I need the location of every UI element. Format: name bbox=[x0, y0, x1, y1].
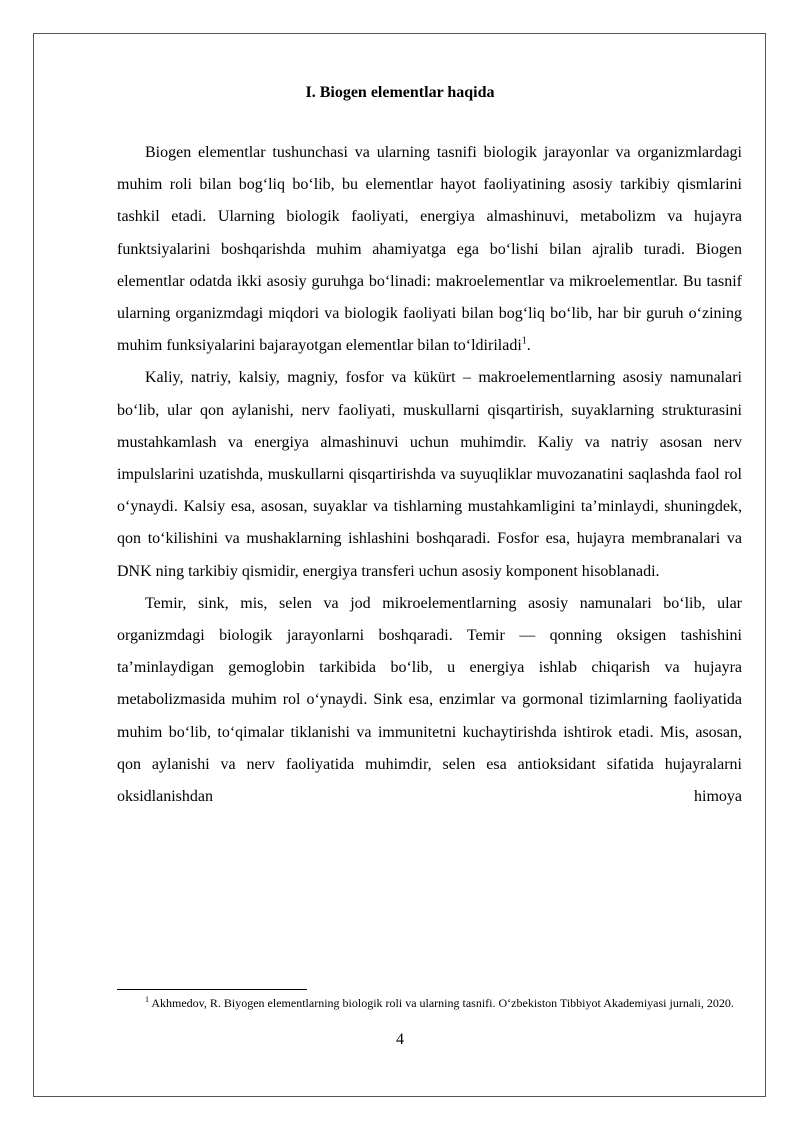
paragraph-1 bbox=[117, 137, 742, 362]
paragraph-1-end: . bbox=[526, 337, 531, 355]
paragraph-3: Temir, sink, mis, selen va jod mikroelementlarning asosiy namunalari bo‘lib, ular organizmdagi biologik jarayonlarni boshqaradi. Temir — qonning oksigen tashishini ta’minlaydigan gemoglobin tarkibida bo‘lib, u energiya ishlab chiqarish va hujayra metabolizmasida muhim rol o‘ynaydi. Sink esa, enzimlar va gormonal tizimlarning faoliyatida muhim bo‘lib, to‘qimalar tiklanishi va immunitetni kuchaytirishda ishtirok etadi. Mis, asosan, qon aylanishi va nerv faoliyatida muhimdir, selen esa antioksidant sifatida hujayralarni oksidlanishdan himoya bbox=[117, 594, 742, 806]
page-number: 4 bbox=[396, 1031, 404, 1048]
footnote bbox=[117, 995, 742, 1011]
footnote-reference[interactable]: 1 bbox=[521, 335, 527, 347]
section-title: I. Biogen elementlar haqida bbox=[305, 84, 495, 101]
footnote-separator bbox=[117, 989, 307, 990]
paragraph-1-text: Biogen elementlar tushunchasi va ularning tasnifi biologik jarayonlar va organizmlardagi muhim roli bilan bog‘liq bo‘lib, bu elementlar hayot faoliyatining asosiy tarkibiy qismlarini tashkil etadi. Ularning biologik faoliyati, energiya almashinuvi, metabolizm va hujayra funktsiyalarini boshqarishda muhim ahamiyatga ega bo‘lishi bilan ajralib turadi. Biogen elementlar odatda ikki asosiy guruhga bo‘linadi: makroelementlar va mikroelementlar. Bu tasnif ularning organizmdagi miqdori va biologik faoliyati bilan bog‘liq bo‘lib, har bir guruh o‘zining muhim funksiyalarini bajarayotgan elementlar bilan to‘ldiriladi bbox=[117, 144, 742, 355]
footnote-marker: 1 bbox=[145, 995, 149, 1004]
body-text bbox=[117, 137, 742, 813]
paragraph-2: Kaliy, natriy, kalsiy, magniy, fosfor va kükürt – makroelementlarning asosiy namunalari bo‘lib, ular qon aylanishi, nerv faoliyati, muskullarni qisqartirish, suyaklarning strukturasini mustahkamlash va energiya almashinuvi uchun muhimdir. Kaliy va natriy asosan nerv impulslarini uzatishda, muskullarni qisqartirishda va suyuqliklar muvozanatini saqlashda faol rol o‘ynaydi. Kalsiy esa, asosan, suyaklar va tishlarning mustahkamligini ta’minlaydi, shuningdek, qon to‘kilishini va mushaklarning ishlashini boshqaradi. Fosfor esa, hujayra membranalari va DNK ning tarkibiy qismidir, energiya transferi uchun asosiy komponent hisoblanadi. bbox=[117, 369, 742, 580]
footnote-text: Akhmedov, R. Biyogen elementlarning biologik roli va ularning tasnifi. O‘zbekiston Tibbiyot Akademiyasi jurnali, 2020. bbox=[151, 996, 734, 1010]
